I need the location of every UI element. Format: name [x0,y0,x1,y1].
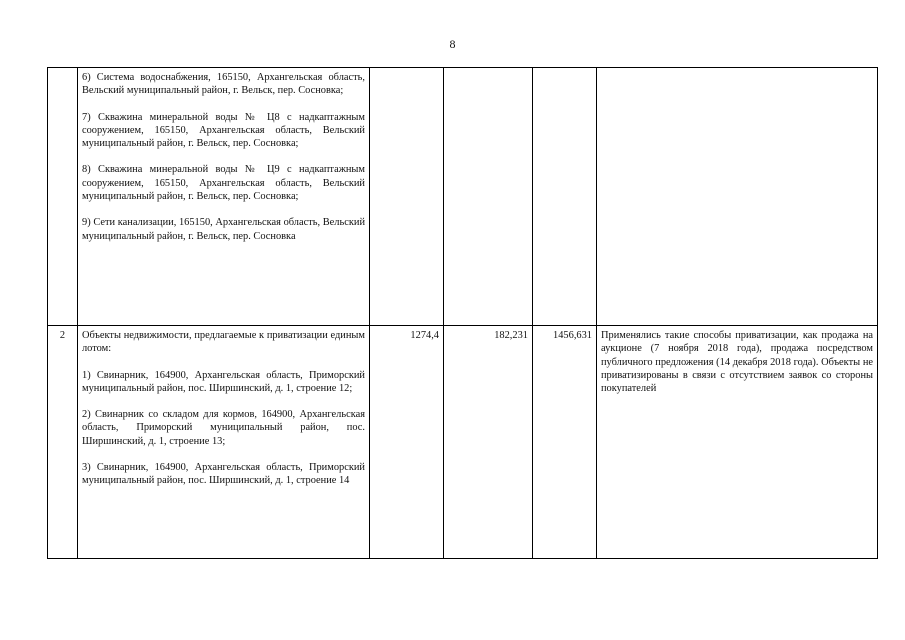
object-item: 6) Система водоснабжения, 165150, Архангельская область, Вельский муниципальный район, г. Вельск, пер. Сосновка; [82,72,365,97]
value-cell-3: 1456,631 [533,326,597,559]
object-item: 2) Свинарник со складом для кормов, 164900, Архангельская область, Приморский муниципальный район, пос. Ширшинский, д. 1, строение 13; [82,409,365,447]
value-cell-1 [370,68,444,326]
table-row [48,326,878,559]
object-item: 7) Скважина минеральной воды № Ц8 с надкаптажным сооружением, 165150, Архангельская область, Вельский муниципальный район, г. Вельск, пер. Сосновка; [82,111,365,150]
note-cell [597,68,878,326]
privatization-table [47,67,878,559]
value-cell-2: 182,231 [444,326,533,559]
object-item: 1) Свинарник, 164900, Архангельская область, Приморский муниципальный район, пос. Ширшинский, д. 1, строение 12; [82,369,365,394]
value-cell-1: 1274,4 [370,326,444,559]
object-description [78,68,370,326]
value-cell-2 [444,68,533,326]
object-item: Объекты недвижимости, предлагаемые к приватизации единым лотом: [82,330,365,355]
object-description [78,326,370,559]
page-number: 8 [449,37,456,51]
object-item: 8) Скважина минеральной воды № Ц9 с надкаптажным сооружением, 165150, Архангельская область, Вельский муниципальный район, г. Вельск, пер. Сосновка; [82,164,365,203]
row-number: 2 [48,326,78,559]
row-number [48,68,78,326]
object-item: 9) Сети канализации, 165150, Архангельская область, Вельский муниципальный район, г. Вельск, пер. Сосновка [82,217,365,242]
value-cell-3 [533,68,597,326]
table-row [48,68,878,326]
note-text: Применялись такие способы приватизации, как продажа на аукционе (7 ноября 2018 года), продажа посредством публичного предложения (14 декабря 2018 года). Объекты не приватизированы в связи с отсутствием заявок со стороны покупателей [601,330,873,395]
note-cell [597,326,878,559]
object-item: 3) Свинарник, 164900, Архангельская область, Приморский муниципальный район, пос. Ширшинский, д. 1, строение 14 [82,462,365,487]
